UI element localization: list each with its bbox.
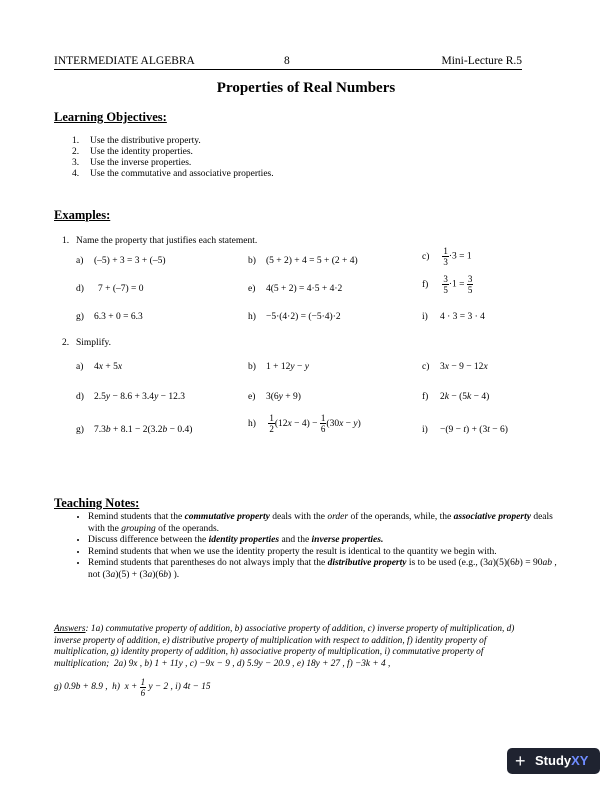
notes-heading: Teaching Notes: bbox=[54, 496, 140, 510]
q2-d-expr: 2.5y − 8.6 + 3.4y − 12.3 bbox=[94, 392, 186, 402]
note-item: • Remind students that parentheses do not always imply that the distributive property is to be used (e.g., (3a)(5)(6b) = 90ab , not (3a)(5) + (3a)(6b) ). bbox=[88, 558, 568, 581]
q1-d: d) 7 + (–7) = 0 bbox=[76, 284, 144, 294]
objectives-list bbox=[72, 136, 274, 180]
plus-icon: + bbox=[515, 751, 526, 771]
lecture-id: Mini-Lecture R.5 bbox=[441, 55, 522, 67]
q2-e-expr: 3(6y + 9) bbox=[266, 392, 301, 402]
page-number: 8 bbox=[284, 55, 290, 67]
question-2: 2. Simplify. bbox=[62, 338, 112, 348]
notes-list bbox=[58, 512, 568, 581]
q2-a-expr: 4x + 5x bbox=[94, 362, 123, 372]
answers: Answers: 1a) commutative property of addition, b) associative property of addition, c) inverse property of multiplication, d) inverse property of addition, e) distributive property of multiplication with respect to addition, f) identity property of multiplication, g) identity property of addition, h) associative property of multiplication, i) commutative property of multiplication; 2a) 9x , b) 1 + 11y , c) −9x − 9 , d) 5.9y − 20.9 , e) 18y + 27 , f) −3k + 4 , bbox=[54, 624, 515, 669]
q2-b-expr: 1 + 12y − y bbox=[266, 362, 309, 372]
q2-b: b) 1 + 12y − y bbox=[248, 362, 309, 372]
note-item: • Remind students that the commutative property deals with the order of the operands, while, the associative property deals with the grouping of the operands. bbox=[88, 512, 568, 535]
objective-item: 4. Use the commutative and associative properties. bbox=[72, 169, 274, 179]
q1-a: a) (–5) + 3 = 3 + (–5) bbox=[76, 256, 166, 266]
q2-i: i) −(9 − t) + (3t − 6) bbox=[422, 425, 508, 435]
q2-i-expr: −(9 − t) + (3t − 6) bbox=[440, 425, 508, 435]
question-1: 1. Name the property that justifies each statement. bbox=[62, 236, 258, 246]
q1-e: e) 4(5 + 2) = 4·5 + 4·2 bbox=[248, 284, 343, 294]
studyxy-logo: + StudyXY bbox=[507, 748, 600, 774]
q2-f: f) 2k − (5k − 4) bbox=[422, 392, 490, 402]
objective-item: 2. Use the identity properties. bbox=[72, 147, 193, 157]
note-item: • Discuss difference between the identity properties and the inverse properties. bbox=[88, 535, 568, 547]
q1-b: b) (5 + 2) + 4 = 5 + (2 + 4) bbox=[248, 256, 358, 266]
q1-c: c) $\frac{1}{3}$ ·3 = 1 bbox=[422, 246, 472, 267]
page-header bbox=[54, 55, 522, 70]
q2-h-expr: $\frac{1}{2}$ (12x − 4) − $\frac{1}{6}$ (30x − y) bbox=[269, 413, 361, 434]
course-name: INTERMEDIATE ALGEBRA bbox=[54, 55, 195, 67]
note-item: • Remind students that when we use the identity property the result is identical to the quantity we begin with. bbox=[88, 547, 568, 559]
q2-g: g) 7.3b + 8.1 − 2(3.2b − 0.4) bbox=[76, 425, 193, 435]
answers-continued: g) 0.9b + 8.9 , h) x + $\frac{1}{6}$ y − 2 , i) 4t − 15 bbox=[54, 677, 211, 698]
q1-f: f) $\frac{3}{5}$ ·1 = $\frac{3}{5}$ bbox=[422, 274, 473, 295]
objectives-heading: Learning Objectives: bbox=[54, 110, 167, 124]
q2-e: e) 3(6y + 9) bbox=[248, 392, 301, 402]
examples-heading: Examples: bbox=[54, 208, 111, 222]
objective-item: 3. Use the inverse properties. bbox=[72, 158, 192, 168]
q2-d: d) 2.5y − 8.6 + 3.4y − 12.3 bbox=[76, 392, 186, 402]
q1-h: h) −5·(4·2) = (−5·4)·2 bbox=[248, 312, 341, 322]
q1-g: g) 6.3 + 0 = 6.3 bbox=[76, 312, 143, 322]
q2-f-expr: 2k − (5k − 4) bbox=[440, 392, 490, 402]
q1-i: i) 4 · 3 = 3 · 4 bbox=[422, 312, 485, 322]
page-title: Properties of Real Numbers bbox=[216, 80, 396, 96]
q2-g-expr: 7.3b + 8.1 − 2(3.2b − 0.4) bbox=[94, 425, 193, 435]
q2-c-expr: 3x − 9 − 12x bbox=[440, 362, 488, 372]
q2-a: a) 4x + 5x bbox=[76, 362, 123, 372]
q2-c: c) 3x − 9 − 12x bbox=[422, 362, 488, 372]
objective-item: 1. Use the distributive property. bbox=[72, 136, 201, 146]
q2-h: h) $\frac{1}{2}$ (12x − 4) − $\frac{1}{6}$ (30x − y) bbox=[248, 413, 361, 434]
